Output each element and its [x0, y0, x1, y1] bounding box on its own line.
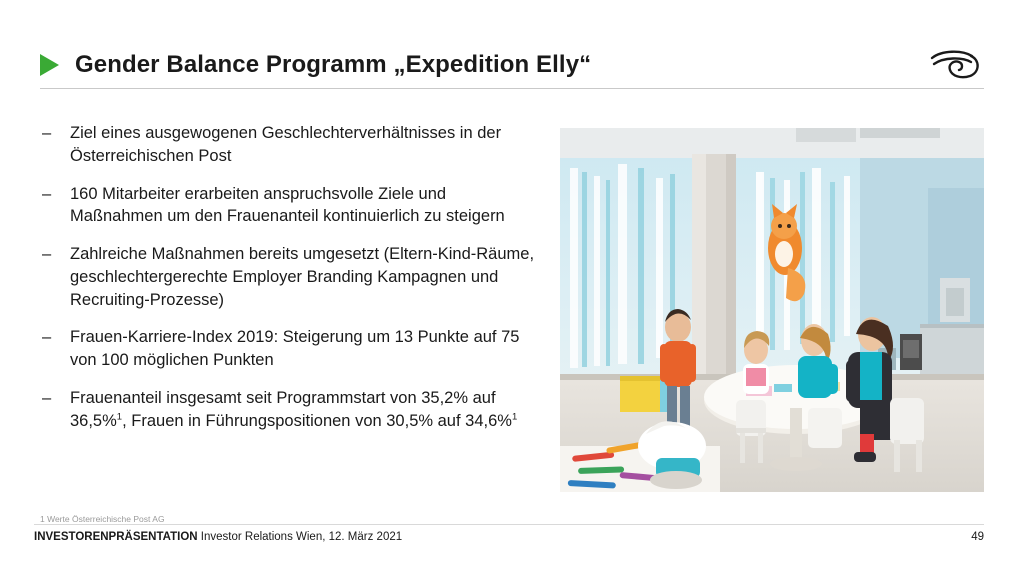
- photo-eltern-kind-raum: [560, 128, 984, 492]
- bullet-dash: –: [42, 124, 52, 142]
- footer-subtitle: Investor Relations Wien, 12. März 2021: [200, 531, 403, 543]
- bullet-dash: –: [42, 245, 52, 264]
- list-item: [40, 243, 540, 311]
- list-item-text: Ziel eines ausgewogenen Geschlechterverhältnisses in der Österreichischen Post: [70, 124, 502, 165]
- list-item: [40, 326, 540, 372]
- slide-header: [40, 44, 984, 86]
- bullet-dash: –: [42, 184, 52, 203]
- page-number: 49: [971, 531, 984, 543]
- list-item-text: Frauen-Karriere-Index 2019: Steigerung um 13 Punkte auf 75 von 100 möglichen Punkten: [70, 328, 520, 370]
- footer-divider: [34, 524, 984, 525]
- list-item: [40, 183, 540, 229]
- footer-text: [34, 531, 402, 543]
- header-divider: [40, 88, 984, 89]
- page-title: Gender Balance Programm „Expedition Elly“: [75, 51, 592, 78]
- bullet-list-container: [40, 122, 540, 447]
- list-item: [40, 387, 540, 433]
- footnote-marker: 1: [116, 411, 123, 423]
- bullet-dash: –: [42, 328, 52, 347]
- list-item: [40, 122, 540, 168]
- footer-title: INVESTORENPRÄSENTATION: [34, 531, 198, 543]
- bullet-dash: –: [42, 388, 52, 407]
- bullet-list: [40, 122, 540, 432]
- list-item-text: 160 Mitarbeiter erarbeiten anspruchsvolle Ziele und Maßnahmen um den Frauenanteil kontinuierlich zu steigern: [70, 184, 505, 226]
- footnote-text: 1 Werte Österreichische Post AG: [40, 514, 165, 524]
- footnote-marker: 1: [511, 411, 518, 423]
- list-item-text: Frauenanteil insgesamt seit Programmstart von 35,2% auf 36,5%$^1$, Frauen in Führungspositionen von 30,5% auf 34,6%$^1$: [70, 388, 518, 430]
- oesterreichische-post-horn-logo-icon: [928, 46, 984, 84]
- triangle-marker-icon: [40, 54, 59, 76]
- list-item-text: Zahlreiche Maßnahmen bereits umgesetzt (Eltern-Kind-Räume, geschlechtergerechte Employer Branding Kampagnen und Recruiting-Prozesse): [70, 245, 535, 309]
